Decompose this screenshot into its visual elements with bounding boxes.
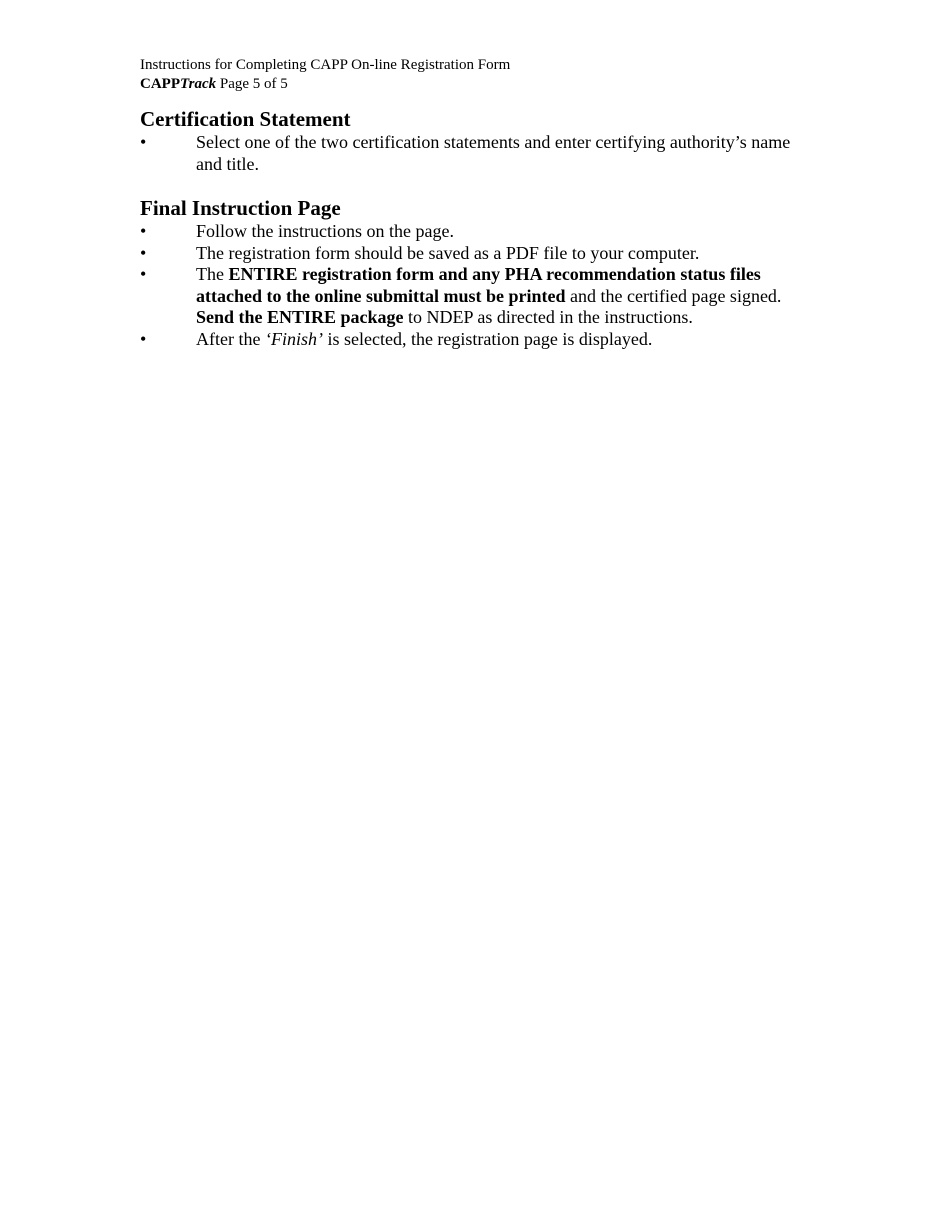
bullet-icon: • <box>140 242 147 263</box>
bullet-icon: • <box>140 328 147 349</box>
page-number: Page 5 of 5 <box>216 76 288 92</box>
brand-name-caps: CAPP <box>140 76 180 92</box>
list-item-text-middle: and the certified page signed. <box>565 285 782 306</box>
list-item <box>140 264 820 329</box>
page-header <box>140 56 820 94</box>
document-title-line: Instructions for Completing CAPP On-line Registration Form <box>140 57 511 73</box>
list-item <box>140 132 820 175</box>
list-item-finish-term: ‘Finish’ <box>264 328 323 349</box>
bullet-icon: • <box>140 264 147 284</box>
list-item-text-end: is selected, the registration page is displayed. <box>322 328 653 349</box>
list-item-text: Follow the instructions on the page. <box>196 221 454 241</box>
brand-name-italic: Track <box>180 76 217 92</box>
list-item-text-end: to NDEP as directed in the instructions. <box>403 307 693 327</box>
section-heading-certification-statement: Certification Statement <box>140 107 351 131</box>
list-item-emphasis-send: Send the ENTIRE package <box>196 307 404 327</box>
certification-bullet-list <box>140 132 820 175</box>
list-item-text-start: After the <box>196 328 265 349</box>
bullet-icon: • <box>140 221 147 241</box>
list-item-text-start: The <box>196 264 229 284</box>
final-instruction-bullet-list <box>140 221 820 350</box>
document-page-line <box>140 75 820 94</box>
list-item-text: The registration form should be saved as a PDF file to your computer. <box>196 242 700 263</box>
document-page <box>140 56 820 350</box>
list-item <box>140 221 820 243</box>
list-item-text: Select one of the two certification statements and enter certifying authority’s name and title. <box>196 132 791 174</box>
list-item <box>140 243 820 265</box>
list-item-emphasis-print: ENTIRE registration form and any PHA recommendation status files attached to the online submittal must be printed <box>196 264 761 306</box>
bullet-icon: • <box>140 132 147 152</box>
section-heading-final-instruction-page: Final Instruction Page <box>140 196 341 220</box>
list-item <box>140 329 820 351</box>
